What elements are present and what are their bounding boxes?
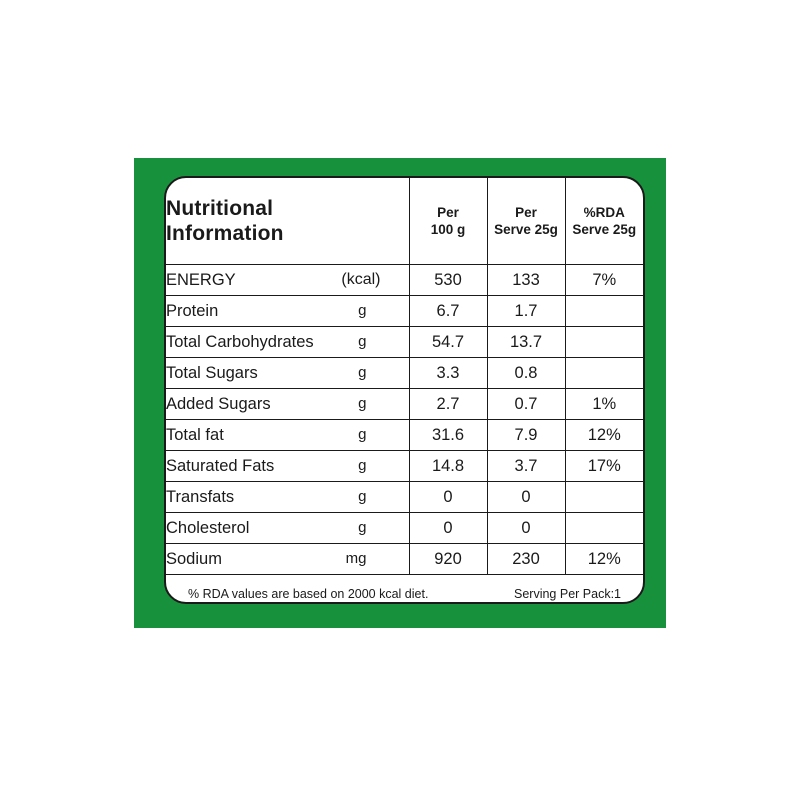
column-header-per-100g-line2: 100 g xyxy=(430,222,466,237)
value-per-100g: 920 xyxy=(409,544,487,575)
table-row xyxy=(166,451,643,482)
nutrient-label: ENERGY xyxy=(166,271,236,289)
footer-rda-note: % RDA values are based on 2000 kcal diet. xyxy=(188,587,429,601)
table-row xyxy=(166,482,643,513)
nutrient-unit: g xyxy=(358,333,367,350)
nutrient-name-energy xyxy=(166,265,409,296)
nutrient-unit: g xyxy=(358,302,367,319)
value-rda: 7% xyxy=(565,265,643,296)
nutrient-label: Added Sugars xyxy=(166,395,271,413)
column-header-rda-line1: %RDA xyxy=(583,205,625,220)
nutrient-name-saturated-fats xyxy=(166,451,409,482)
nutrient-label: Saturated Fats xyxy=(166,457,275,475)
nutrient-label: Sodium xyxy=(166,550,222,568)
value-rda: 12% xyxy=(565,544,643,575)
nutrition-label-card xyxy=(164,176,645,604)
value-per-serve: 133 xyxy=(487,265,565,296)
nutrient-unit: g xyxy=(358,488,367,505)
nutrient-name-protein xyxy=(166,296,409,327)
value-rda: 12% xyxy=(565,420,643,451)
table-row xyxy=(166,544,643,575)
table-row xyxy=(166,296,643,327)
value-rda xyxy=(565,482,643,513)
column-header-rda xyxy=(565,178,643,265)
column-header-per-serve-line1: Per xyxy=(515,205,537,220)
nutrient-unit: g xyxy=(358,519,367,536)
value-per-serve: 0.7 xyxy=(487,389,565,420)
value-per-serve: 0 xyxy=(487,482,565,513)
value-rda: 17% xyxy=(565,451,643,482)
value-per-100g: 2.7 xyxy=(409,389,487,420)
label-title-line2: Information xyxy=(166,222,284,245)
value-per-serve: 3.7 xyxy=(487,451,565,482)
nutrient-label: Cholesterol xyxy=(166,519,250,537)
value-rda xyxy=(565,296,643,327)
nutrient-label: Total fat xyxy=(166,426,224,444)
column-header-per-100g xyxy=(409,178,487,265)
value-per-100g: 31.6 xyxy=(409,420,487,451)
nutrient-unit: g xyxy=(358,426,367,443)
nutrient-unit: g xyxy=(358,395,367,412)
value-rda xyxy=(565,327,643,358)
table-row xyxy=(166,327,643,358)
column-header-rda-line2: Serve 25g xyxy=(572,222,637,237)
label-title xyxy=(166,178,409,265)
value-per-serve: 1.7 xyxy=(487,296,565,327)
column-header-per-serve xyxy=(487,178,565,265)
footer-cell xyxy=(166,575,643,605)
column-header-per-serve-line2: Serve 25g xyxy=(494,222,558,237)
value-per-serve: 13.7 xyxy=(487,327,565,358)
value-per-100g: 0 xyxy=(409,482,487,513)
nutrient-name-cholesterol xyxy=(166,513,409,544)
table-row xyxy=(166,265,643,296)
value-per-100g: 3.3 xyxy=(409,358,487,389)
value-rda xyxy=(565,513,643,544)
table-header-row xyxy=(166,178,643,265)
nutrition-table xyxy=(166,178,643,604)
value-rda xyxy=(565,358,643,389)
value-rda: 1% xyxy=(565,389,643,420)
nutrient-label: Total Sugars xyxy=(166,364,258,382)
value-per-serve: 7.9 xyxy=(487,420,565,451)
value-per-100g: 6.7 xyxy=(409,296,487,327)
value-per-100g: 54.7 xyxy=(409,327,487,358)
label-title-line1: Nutritional xyxy=(166,197,274,220)
nutrient-unit: mg xyxy=(345,550,367,567)
nutrient-unit: g xyxy=(358,457,367,474)
nutrient-label: Total Carbohydrates xyxy=(166,333,314,351)
table-row xyxy=(166,358,643,389)
nutrient-name-transfats xyxy=(166,482,409,513)
nutrient-name-total-fat xyxy=(166,420,409,451)
footer-serving-per-pack: Serving Per Pack:1 xyxy=(514,587,621,601)
nutrient-unit: g xyxy=(358,364,367,381)
table-footer-row xyxy=(166,575,643,605)
table-row xyxy=(166,389,643,420)
table-row xyxy=(166,420,643,451)
value-per-serve: 0 xyxy=(487,513,565,544)
column-header-per-100g-line1: Per xyxy=(437,205,459,220)
table-row xyxy=(166,513,643,544)
nutrient-unit: (kcal) xyxy=(341,271,381,288)
value-per-serve: 0.8 xyxy=(487,358,565,389)
nutrient-name-total-carbohydrates xyxy=(166,327,409,358)
nutrient-label: Transfats xyxy=(166,488,235,506)
value-per-100g: 0 xyxy=(409,513,487,544)
value-per-100g: 530 xyxy=(409,265,487,296)
nutrient-name-total-sugars xyxy=(166,358,409,389)
nutrient-label: Protein xyxy=(166,302,219,320)
value-per-100g: 14.8 xyxy=(409,451,487,482)
nutrient-name-sodium xyxy=(166,544,409,575)
value-per-serve: 230 xyxy=(487,544,565,575)
nutrient-name-added-sugars xyxy=(166,389,409,420)
